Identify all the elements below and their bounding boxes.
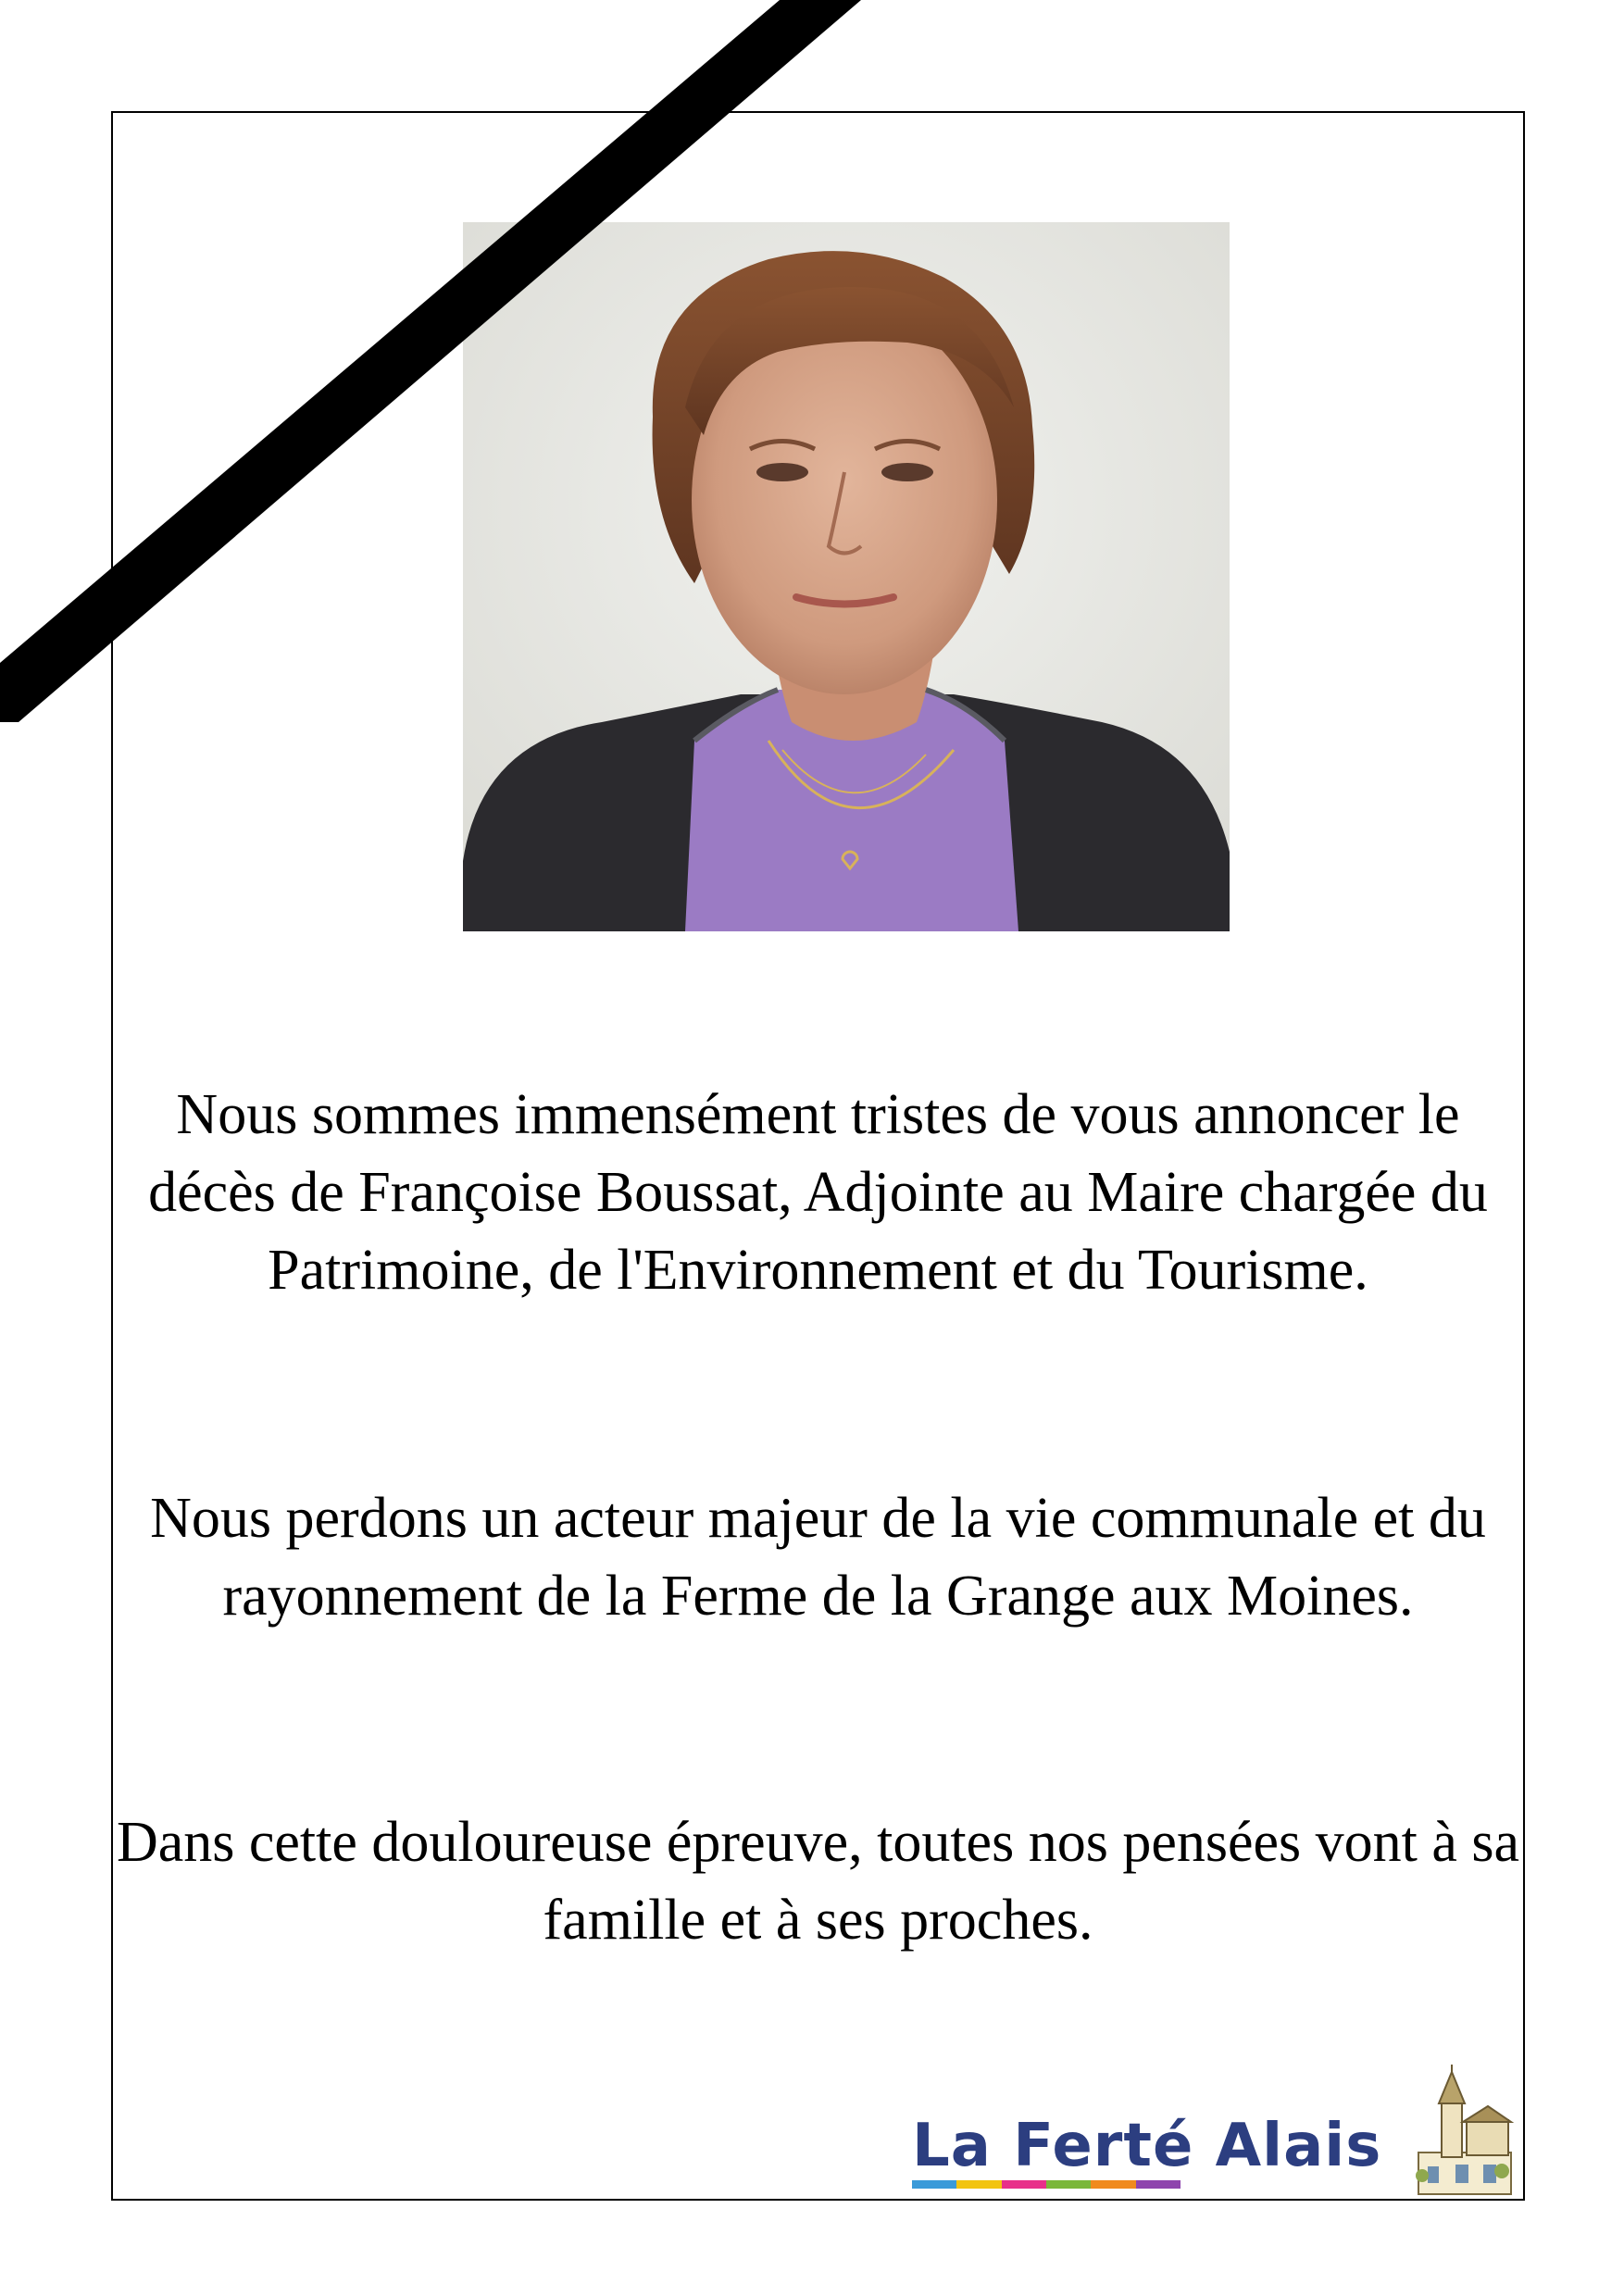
- logo-stripe: [956, 2180, 1001, 2189]
- town-logo: [912, 2114, 1381, 2197]
- town-logo-text: La Ferté Alais: [912, 2112, 1382, 2180]
- tribute-paragraph: Nous perdons un acteur majeur de la vie communale et du rayonnement de la Ferme de la Grange aux Moines.: [150, 1487, 1486, 1628]
- announcement-paragraph: Nous sommes immensément tristes de vous annoncer le décès de Françoise Boussat, Adjointe au Maire chargée du Patrimoine, de l'Environnement et du Tourisme.: [148, 1083, 1488, 1302]
- logo-stripe: [912, 2180, 956, 2189]
- condolences-paragraph: Dans cette douloureuse épreuve, toutes nos pensées vont à sa famille et à ses proches.: [116, 1811, 1520, 1952]
- logo-stripe: [1002, 2180, 1046, 2189]
- logo-stripe: [1136, 2180, 1181, 2189]
- logo-stripe: [1046, 2180, 1091, 2189]
- church-emblem-icon: [1409, 2065, 1520, 2199]
- logo-color-stripes: [912, 2180, 1181, 2189]
- logo-stripe: [1091, 2180, 1135, 2189]
- portrait-photo: [463, 222, 1230, 931]
